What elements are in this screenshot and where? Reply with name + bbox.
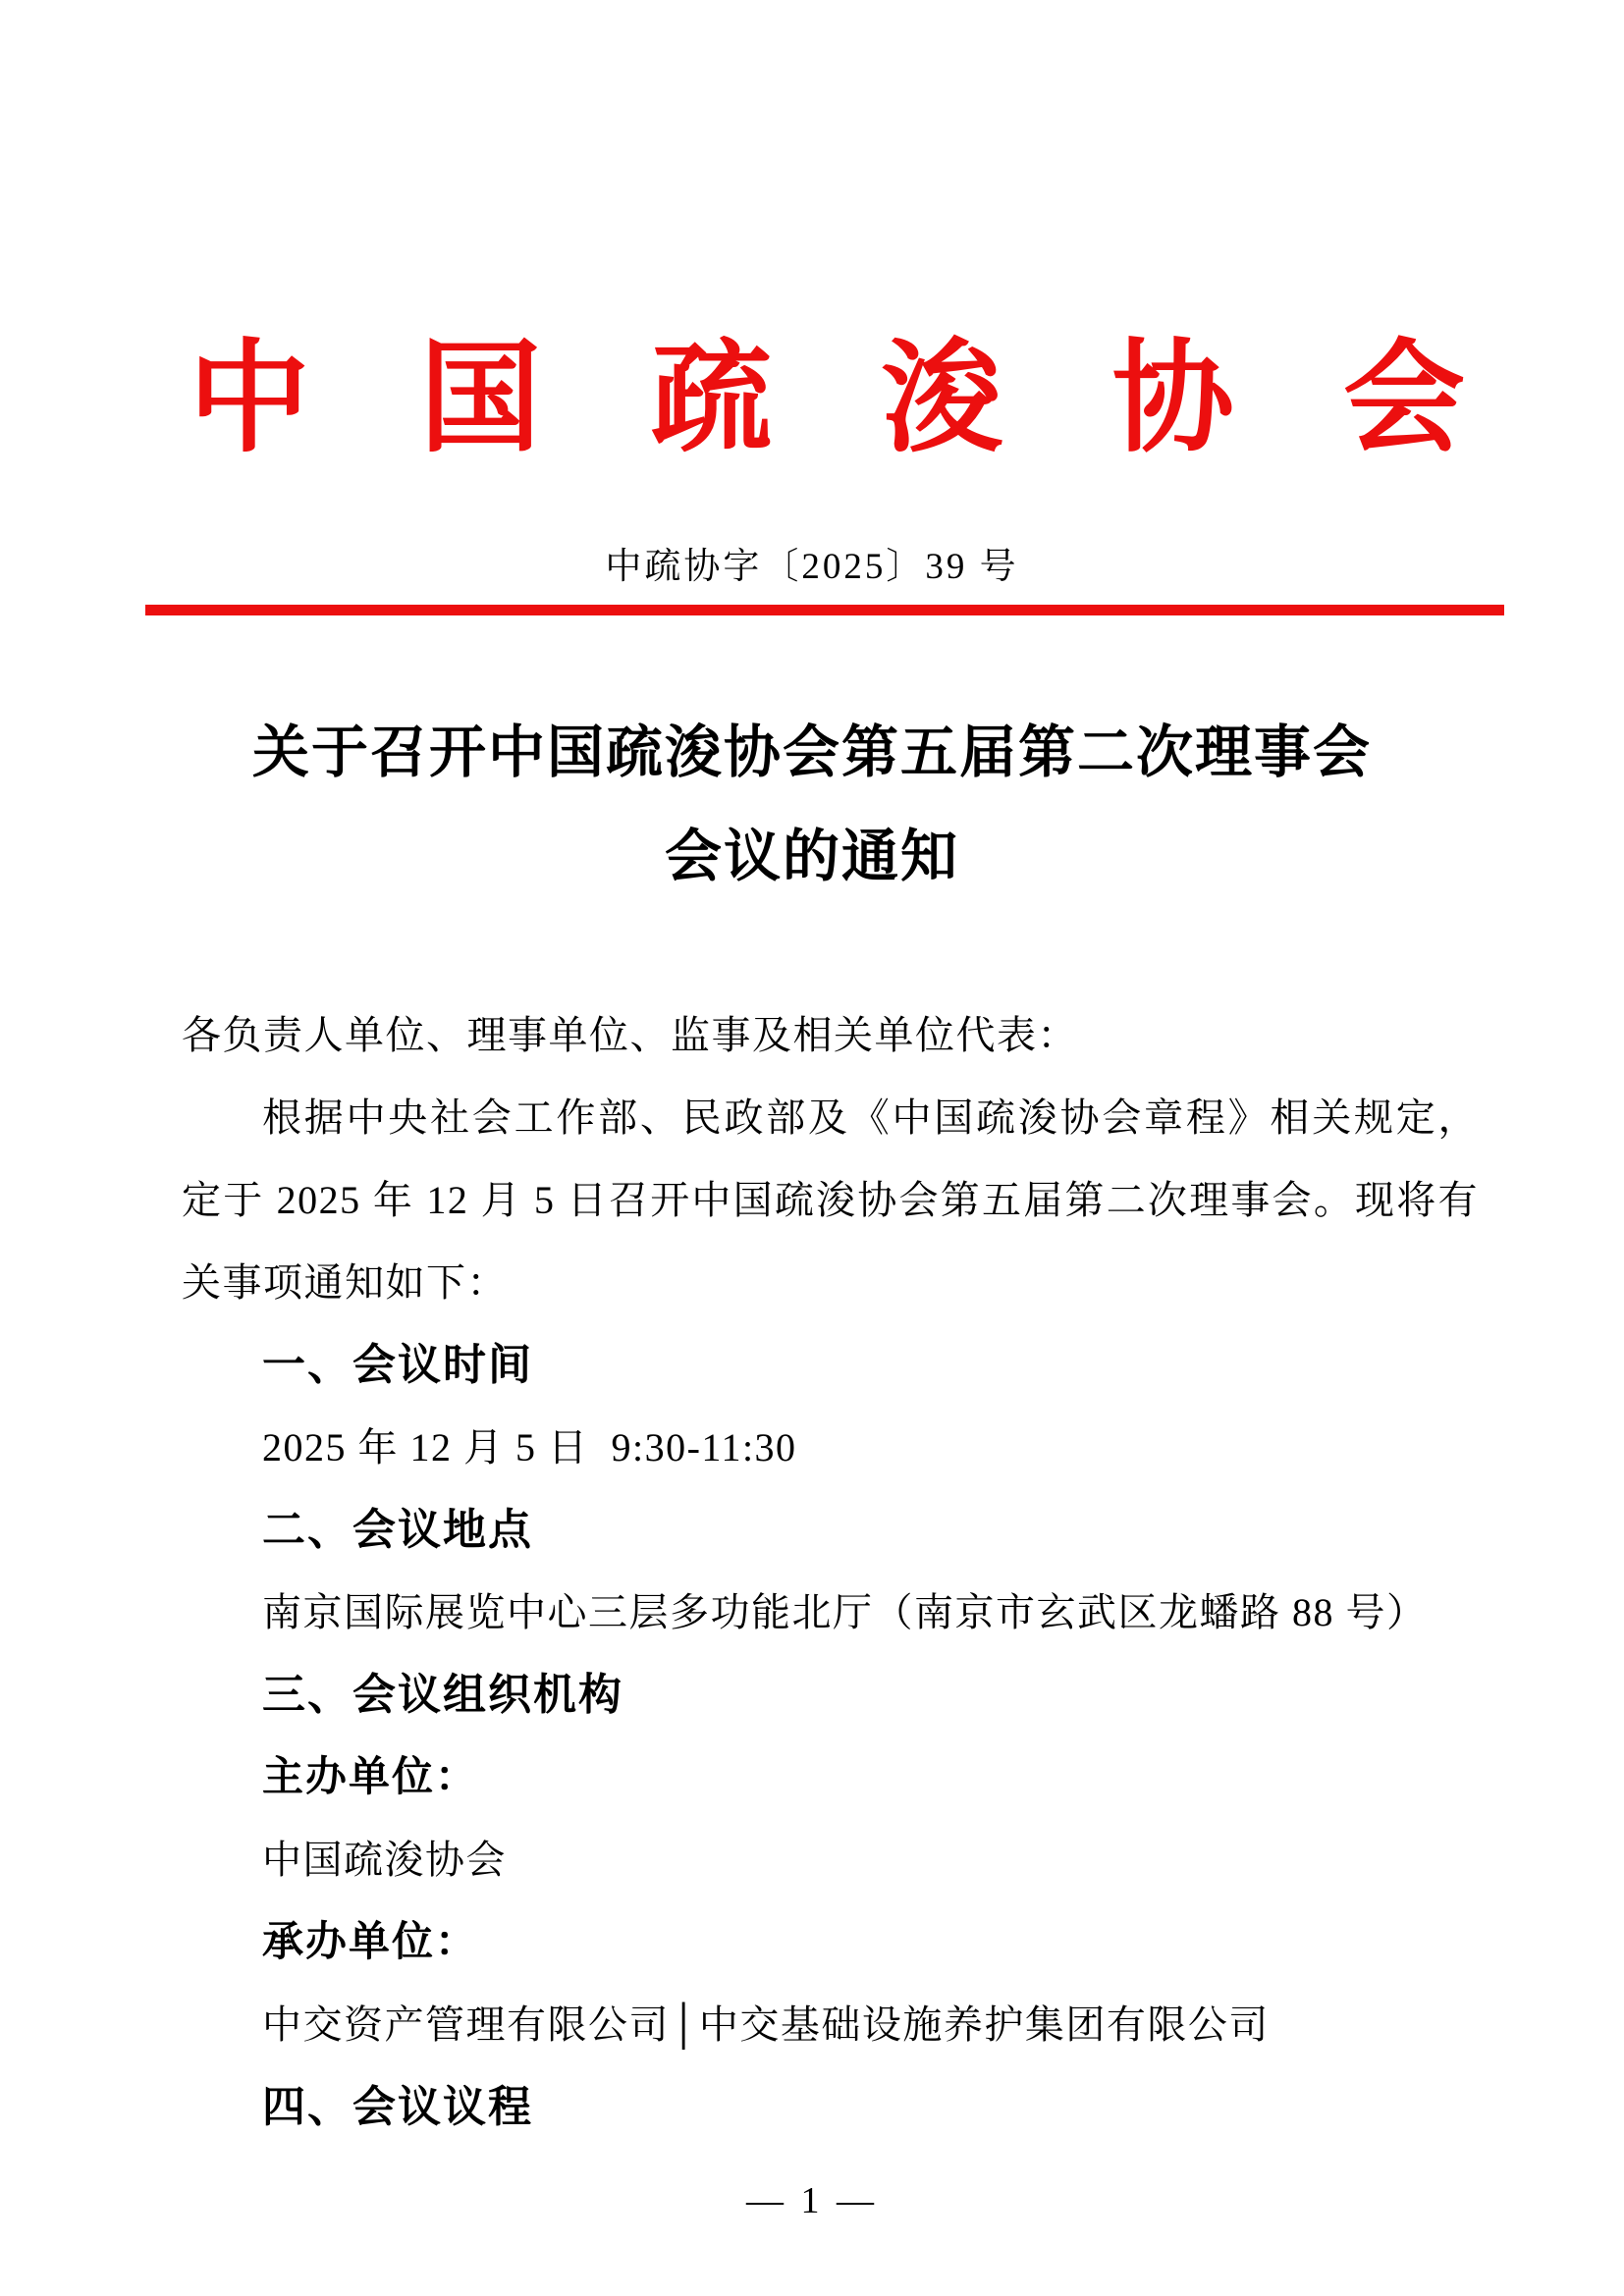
document-title	[0, 701, 1624, 909]
document-body	[182, 994, 1479, 2149]
meeting-location: 南京国际展览中心三层多功能北厅（南京市玄武区龙蟠路 88 号）	[262, 1590, 1428, 1634]
document-title-line1: 关于召开中国疏浚协会第五届第二次理事会	[251, 721, 1372, 784]
section-2-heading: 二、会议地点	[262, 1506, 533, 1554]
org-name-char: 国	[419, 332, 542, 466]
meeting-time: 2025 年 12 月 5 日 9:30-11:30	[262, 1425, 797, 1469]
host-label: 主办单位：	[262, 1755, 479, 1800]
section-1-heading: 一、会议时间	[262, 1341, 533, 1389]
org-name-char: 疏	[650, 332, 773, 466]
org-name-char: 协	[1111, 332, 1234, 466]
organizer-label: 承办单位：	[262, 1920, 479, 1965]
host-name: 中国疏浚协会	[262, 1838, 507, 1882]
doc-number: 中疏协字〔2025〕39 号	[605, 547, 1019, 587]
org-name-header	[189, 312, 1465, 487]
organizer-names: 中交资产管理有限公司│中交基础设施养护集团有限公司	[262, 2002, 1270, 2047]
page-number: — 1 —	[746, 2180, 878, 2221]
org-name-char: 浚	[881, 332, 1003, 466]
document-title-line2: 会议的通知	[664, 825, 959, 888]
paragraph-line-3: 关事项通知如下：	[182, 1260, 508, 1305]
paragraph-line-1: 根据中央社会工作部、民政部及《中国疏浚协会章程》相关规定，	[262, 1095, 1479, 1140]
red-divider-line	[145, 605, 1504, 615]
org-name-char: 会	[1342, 332, 1465, 466]
salutation-line: 各负责人单位、理事单位、监事及相关单位代表：	[182, 1013, 1078, 1057]
org-name-char: 中	[189, 332, 311, 466]
paragraph-line-2: 定于 2025 年 12 月 5 日召开中国疏浚协会第五届第二次理事会。现将有	[182, 1178, 1479, 1222]
section-4-heading: 四、会议议程	[262, 2083, 533, 2131]
section-3-heading: 三、会议组织机构	[262, 1671, 623, 1719]
